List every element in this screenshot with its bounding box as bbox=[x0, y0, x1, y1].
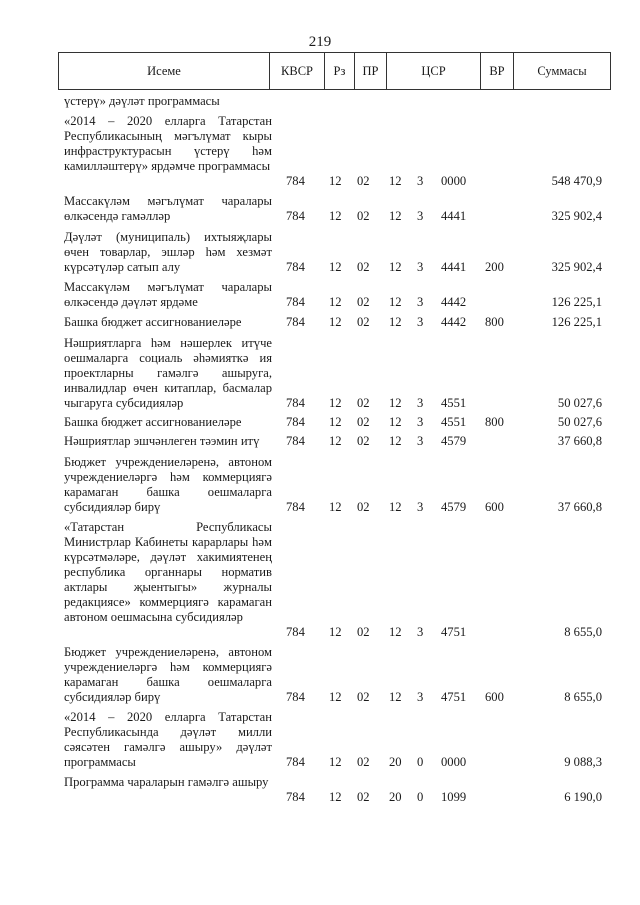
row-sum: 6 190,0 bbox=[564, 790, 602, 804]
row-rz: 12 bbox=[329, 625, 342, 639]
row-name: Бюджет учреждениеләренә, автоном учреждениеләргә һәм коммерциягә карамаган башка оешмаларга субсидияләр бирү bbox=[64, 645, 272, 704]
row-name: Массакүләм мәгълүмат чаралары өлкәсендә дәүләт ярдәме bbox=[64, 280, 272, 309]
row-pr: 02 bbox=[357, 295, 370, 309]
row-name: «Татарстан Республикасы Министрлар Кабинеты карарлары һәм күрсәтмәләре, дәүләт хакимиятенең республика органнары норматив актлары җыентыгы» журналы редакциясе» коммерциягә карамаган автоном оешмасына субсидияләр bbox=[64, 520, 272, 624]
header-pr: ПР bbox=[355, 53, 387, 89]
row-vr: 600 bbox=[485, 690, 504, 704]
row-csr-3: 4551 bbox=[441, 415, 467, 429]
row-rz: 12 bbox=[329, 790, 342, 804]
table-header bbox=[58, 52, 611, 90]
row-csr-2: 3 bbox=[417, 500, 424, 514]
row-csr-2: 0 bbox=[417, 790, 424, 804]
row-csr-2: 0 bbox=[417, 755, 424, 769]
row-name: «2014 – 2020 елларга Татарстан Республикасының мәгълүмат кыры инфраструктурасын үстерү һәм камилләштерү» ярдәмче программасы bbox=[64, 114, 272, 173]
row-sum: 37 660,8 bbox=[557, 434, 602, 448]
page-number: 219 bbox=[308, 34, 332, 50]
row-rz: 12 bbox=[329, 315, 342, 329]
row-csr-3: 4579 bbox=[441, 434, 467, 448]
row-name: Нәшриятлар эшчәнлеген тәэмин итү bbox=[64, 434, 260, 448]
row-pr: 02 bbox=[357, 415, 370, 429]
row-kvsr: 784 bbox=[286, 790, 305, 804]
table-row bbox=[0, 455, 640, 515]
row-kvsr: 784 bbox=[286, 209, 305, 223]
row-pr: 02 bbox=[357, 625, 370, 639]
row-name: Программа чараларын гамәлгә ашыру bbox=[64, 775, 269, 789]
row-csr-2: 3 bbox=[417, 625, 424, 639]
row-sum: 9 088,3 bbox=[564, 755, 602, 769]
row-name: Башка бюджет ассигнованиеләре bbox=[64, 415, 242, 429]
table-row bbox=[0, 230, 640, 275]
row-rz: 12 bbox=[329, 260, 342, 274]
table-row bbox=[0, 94, 640, 109]
header-rz: Рз bbox=[325, 53, 355, 89]
row-vr: 200 bbox=[485, 260, 504, 274]
row-name: Нәшриятларга һәм нәшерлек итүче оешмаларга социаль әһәмияткә ия проектларны гамәлгә ашыруга, инвалидлар өчен китаплар, басмалар чыгаруга субсидияләр bbox=[64, 336, 272, 410]
row-sum: 8 655,0 bbox=[564, 690, 602, 704]
row-sum: 548 470,9 bbox=[551, 174, 602, 188]
row-csr-2: 3 bbox=[417, 434, 424, 448]
row-sum: 37 660,8 bbox=[557, 500, 602, 514]
table-row bbox=[0, 415, 640, 430]
row-sum: 126 225,1 bbox=[551, 315, 602, 329]
row-rz: 12 bbox=[329, 500, 342, 514]
table-row bbox=[0, 775, 640, 805]
row-kvsr: 784 bbox=[286, 625, 305, 639]
row-sum: 126 225,1 bbox=[551, 295, 602, 309]
table-row bbox=[0, 710, 640, 770]
row-vr: 800 bbox=[485, 315, 504, 329]
row-name: Бюджет учреждениеләренә, автоном учреждениеләргә һәм коммерциягә карамаган башка оешмаларга субсидияләр бирү bbox=[64, 455, 272, 514]
row-sum: 50 027,6 bbox=[557, 415, 602, 429]
row-csr-1: 20 bbox=[389, 790, 402, 804]
row-name: Массакүләм мәгълүмат чаралары өлкәсендә гамәлләр bbox=[64, 194, 272, 223]
row-csr-2: 3 bbox=[417, 315, 424, 329]
row-csr-3: 4442 bbox=[441, 295, 467, 309]
row-csr-3: 1099 bbox=[441, 790, 467, 804]
row-sum: 325 902,4 bbox=[551, 209, 602, 223]
row-csr-2: 3 bbox=[417, 690, 424, 704]
row-rz: 12 bbox=[329, 755, 342, 769]
row-csr-2: 3 bbox=[417, 260, 424, 274]
header-name: Исеме bbox=[59, 53, 270, 89]
row-csr-3: 0000 bbox=[441, 755, 467, 769]
row-kvsr: 784 bbox=[286, 295, 305, 309]
row-csr-2: 3 bbox=[417, 415, 424, 429]
row-vr: 600 bbox=[485, 500, 504, 514]
row-pr: 02 bbox=[357, 209, 370, 223]
table-row bbox=[0, 336, 640, 411]
row-csr-3: 4441 bbox=[441, 260, 467, 274]
table-row bbox=[0, 280, 640, 310]
row-csr-1: 12 bbox=[389, 396, 402, 410]
row-kvsr: 784 bbox=[286, 415, 305, 429]
row-rz: 12 bbox=[329, 174, 342, 188]
row-csr-1: 12 bbox=[389, 690, 402, 704]
row-kvsr: 784 bbox=[286, 690, 305, 704]
header-csr: ЦСР bbox=[387, 53, 481, 89]
row-csr-3: 4579 bbox=[441, 500, 467, 514]
row-csr-3: 4751 bbox=[441, 690, 467, 704]
row-kvsr: 784 bbox=[286, 315, 305, 329]
row-pr: 02 bbox=[357, 315, 370, 329]
row-csr-2: 3 bbox=[417, 174, 424, 188]
row-csr-1: 12 bbox=[389, 500, 402, 514]
table-row bbox=[0, 194, 640, 224]
row-rz: 12 bbox=[329, 209, 342, 223]
row-pr: 02 bbox=[357, 174, 370, 188]
table-row bbox=[0, 114, 640, 189]
row-csr-3: 4551 bbox=[441, 396, 467, 410]
row-name: «2014 – 2020 елларга Татарстан Республикасында дәүләт милли сәясәтен гамәлгә ашыру» дәүләт программасы bbox=[64, 710, 272, 769]
header-sum: Суммасы bbox=[537, 64, 587, 78]
row-csr-3: 0000 bbox=[441, 174, 467, 188]
row-csr-3: 4442 bbox=[441, 315, 467, 329]
row-csr-1: 12 bbox=[389, 315, 402, 329]
row-rz: 12 bbox=[329, 415, 342, 429]
row-kvsr: 784 bbox=[286, 396, 305, 410]
table-row bbox=[0, 434, 640, 449]
row-kvsr: 784 bbox=[286, 755, 305, 769]
row-sum: 50 027,6 bbox=[557, 396, 602, 410]
row-csr-1: 12 bbox=[389, 295, 402, 309]
row-name: Дәүләт (муниципаль) ихтыяҗлары өчен товарлар, эшләр һәм хезмәт күрсәтүләр сатып алу bbox=[64, 230, 272, 274]
row-pr: 02 bbox=[357, 690, 370, 704]
row-kvsr: 784 bbox=[286, 500, 305, 514]
row-kvsr: 784 bbox=[286, 434, 305, 448]
row-pr: 02 bbox=[357, 260, 370, 274]
row-csr-1: 12 bbox=[389, 260, 402, 274]
row-sum: 325 902,4 bbox=[551, 260, 602, 274]
row-pr: 02 bbox=[357, 500, 370, 514]
row-pr: 02 bbox=[357, 755, 370, 769]
row-csr-1: 12 bbox=[389, 415, 402, 429]
row-name: Башка бюджет ассигнованиеләре bbox=[64, 315, 242, 329]
row-pr: 02 bbox=[357, 434, 370, 448]
row-pr: 02 bbox=[357, 790, 370, 804]
table-row bbox=[0, 315, 640, 330]
row-csr-1: 20 bbox=[389, 755, 402, 769]
row-kvsr: 784 bbox=[286, 260, 305, 274]
row-rz: 12 bbox=[329, 295, 342, 309]
row-vr: 800 bbox=[485, 415, 504, 429]
header-vr: ВР bbox=[481, 53, 514, 89]
row-pr: 02 bbox=[357, 396, 370, 410]
table-row bbox=[0, 645, 640, 705]
header-kvsr: КВСР bbox=[270, 53, 325, 89]
row-name: үстерү» дәүләт программасы bbox=[64, 94, 220, 108]
row-sum: 8 655,0 bbox=[564, 625, 602, 639]
row-csr-3: 4441 bbox=[441, 209, 467, 223]
table-row bbox=[0, 520, 640, 640]
row-rz: 12 bbox=[329, 690, 342, 704]
row-csr-2: 3 bbox=[417, 209, 424, 223]
row-rz: 12 bbox=[329, 396, 342, 410]
row-rz: 12 bbox=[329, 434, 342, 448]
row-kvsr: 784 bbox=[286, 174, 305, 188]
row-csr-3: 4751 bbox=[441, 625, 467, 639]
row-csr-2: 3 bbox=[417, 295, 424, 309]
row-csr-1: 12 bbox=[389, 209, 402, 223]
row-csr-2: 3 bbox=[417, 396, 424, 410]
row-csr-1: 12 bbox=[389, 625, 402, 639]
row-csr-1: 12 bbox=[389, 174, 402, 188]
row-csr-1: 12 bbox=[389, 434, 402, 448]
